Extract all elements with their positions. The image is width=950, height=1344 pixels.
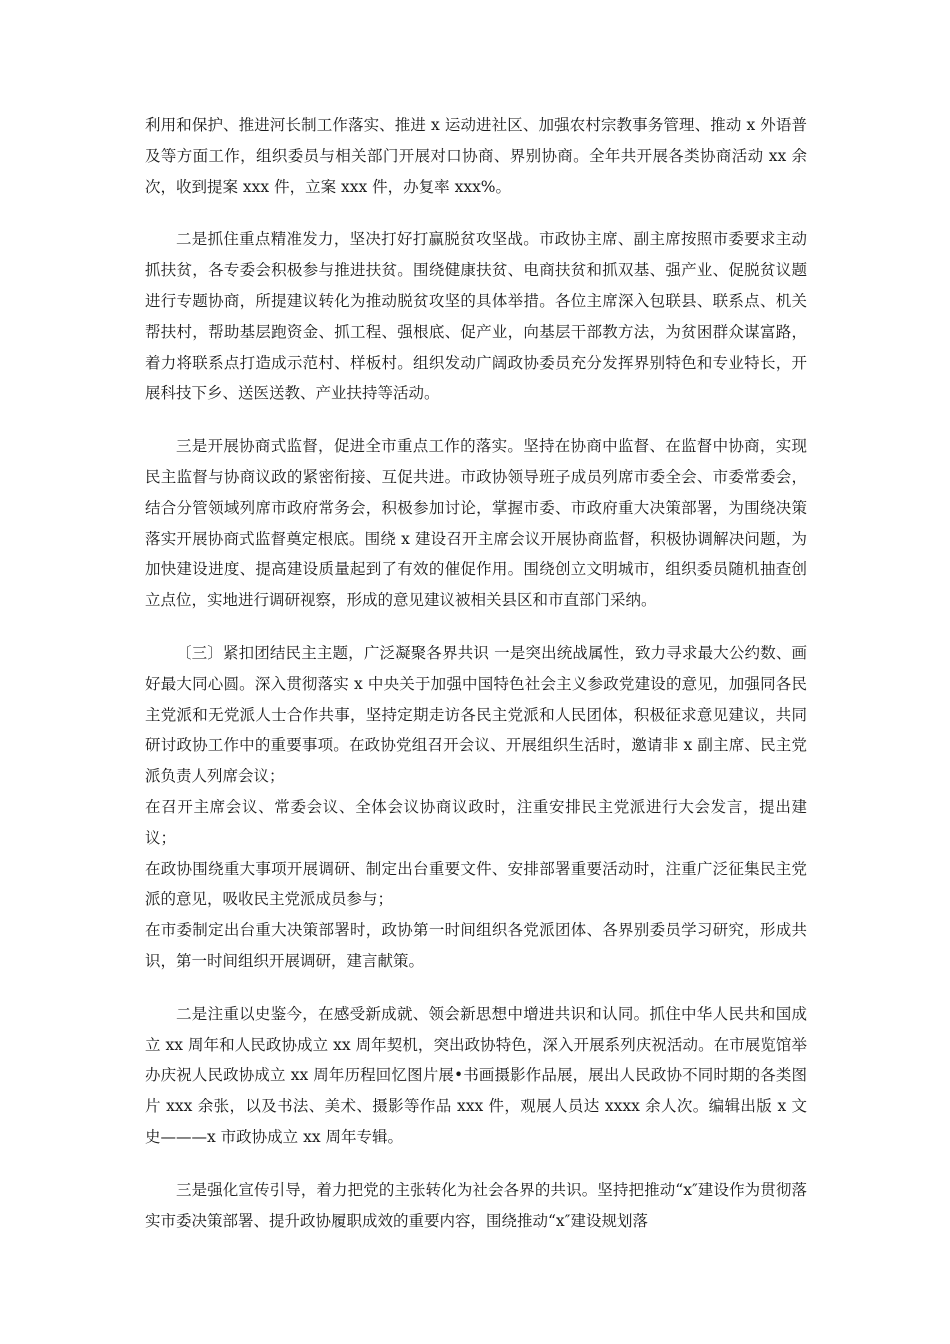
paragraph-poverty-alleviation: 二是抓住重点精准发力，坚决打好打赢脱贫攻坚战。市政协主席、副主席按照市委要求主动抓扶贫，各专委会积极参与推进扶贫。围绕健康扶贫、电商扶贫和抓双基、强产业、促脱贫议题进行专题协商，所提建议转化为推动脱贫攻坚的具体举措。各位主席深入包联县、联系点、机关帮扶村，帮助基层跑资金、抓工程、强根底、促产业，向基层干部教方法，为贫困群众谋富路，着力将联系点打造成示范村、样板村。组织发动广阔政协委员充分发挥界别特色和专业特长，开展科技下乡、送医送教、产业扶持等活动。 (145, 230, 807, 403)
section-three-lead: 〔三〕紧扣团结民主主题，广泛凝聚各界共识 一是突出统战属性，致力寻求最大公约数、画好最大同心圆。深入贯彻落实 x 中央关于加强中国特色社会主义参政党建设的意见，加强同各民主党派和无党派人士合作共事，坚持定期走访各民主党派和人民团体，积极征求意见建议，共同研讨政协工作中的重要事项。在政协党组召开会议、开展组织生活时，邀请非 x 副主席、民主党派负责人列席会议； (145, 643, 807, 786)
section-three-line-4: 在市委制定出台重大决策部署时，政协第一时间组织各党派团体、各界别委员学习研究，形成共识，第一时间组织开展调研，建言献策。 (145, 921, 807, 970)
paragraph-publicity: 三是强化宣传引导，着力把党的主张转化为社会各界的共识。坚持把推动“x″建设作为贯彻落实市委决策部署、提升政协履职成效的重要内容，围绕推动“x″建设规划落 (145, 1180, 807, 1230)
section-three-block (145, 638, 807, 977)
document-page (145, 110, 807, 1258)
paragraph-continuation: 利用和保护、推进河长制工作落实、推进 x 运动进社区、加强农村宗教事务管理、推动 x 外语普及等方面工作，组织委员与相关部门开展对口协商、界别协商。全年共开展各类协商活动 xx 余次，收到提案 xxx 件，立案 xxx 件，办复率 xxx%。 (145, 116, 807, 196)
section-three-line-2: 在召开主席会议、常委会议、全体会议协商议政时，注重安排民主党派进行大会发言，提出建议； (145, 797, 807, 847)
paragraph-consultative-supervision: 三是开展协商式监督，促进全市重点工作的落实。坚持在协商中监督、在监督中协商，实现民主监督与协商议政的紧密衔接、互促共进。市政协领导班子成员列席市委全会、市委常委会，结合分管领域列席市政府常务会，积极参加讨论，掌握市委、市政府重大决策部署，为围绕决策落实开展协商式监督奠定根底。围绕 x 建设召开主席会议开展协商监督，积极协调解决问题，为加快建设进度、提高建设质量起到了有效的催促作用。围绕创立文明城市，组织委员随机抽查创立点位，实地进行调研视察，形成的意见建议被相关县区和市直部门采纳。 (145, 437, 807, 610)
paragraph-history: 二是注重以史鉴今，在感受新成就、领会新思想中增进共识和认同。抓住中华人民共和国成立 xx 周年和人民政协成立 xx 周年契机，突出政协特色，深入开展系列庆祝活动。在市展览馆举办庆祝人民政协成立 xx 周年历程回忆图片展•书画摄影作品展，展出人民政协不同时期的各类图片 xxx 余张，以及书法、美术、摄影等作品 xxx 件，观展人员达 xxxx 余人次。编辑出版 x 文史———x 市政协成立 xx 周年专辑。 (145, 1004, 807, 1146)
section-three-line-3: 在政协围绕重大事项开展调研、制定出台重要文件、安排部署重要活动时，注重广泛征集民主党派的意见，吸收民主党派成员参与； (145, 859, 807, 909)
